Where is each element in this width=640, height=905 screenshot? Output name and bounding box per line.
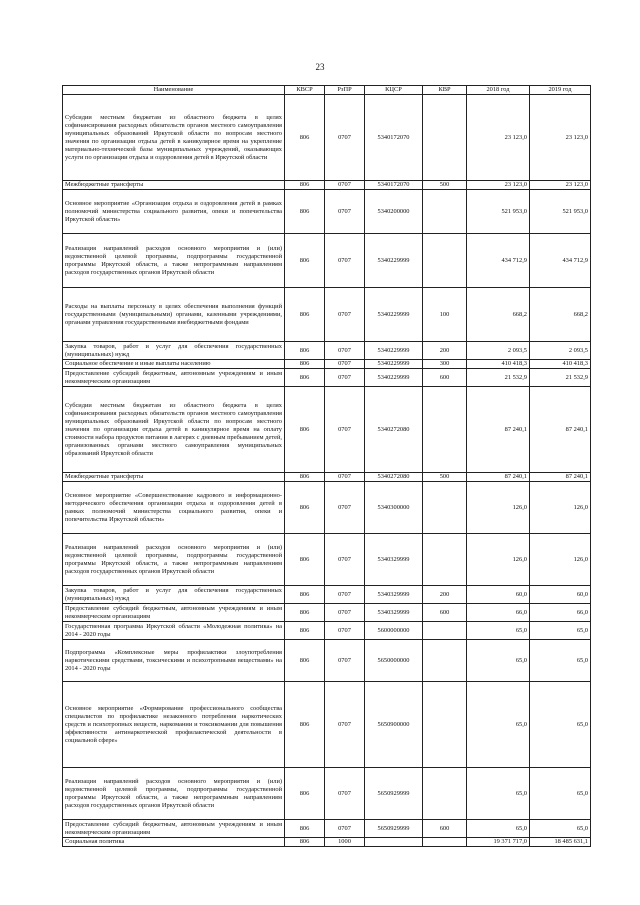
row-2019: 668,2 xyxy=(530,288,591,342)
table-row xyxy=(63,768,591,820)
row-kvsr: 806 xyxy=(285,838,325,847)
row-rzpr: 1000 xyxy=(325,838,365,847)
row-2019: 23 123,0 xyxy=(530,181,591,190)
row-kcsr: 5340229999 xyxy=(365,342,423,360)
table-row xyxy=(63,640,591,682)
table-row xyxy=(63,586,591,604)
header-rzpr: РзПР xyxy=(325,86,365,95)
row-2019: 60,0 xyxy=(530,586,591,604)
row-2019: 65,0 xyxy=(530,640,591,682)
header-name: Наименование xyxy=(63,86,285,95)
row-kcsr: 5650000000 xyxy=(365,640,423,682)
row-2018: 65,0 xyxy=(467,820,530,838)
header-2018: 2018 год xyxy=(467,86,530,95)
table-row xyxy=(63,288,591,342)
row-kvsr: 806 xyxy=(285,473,325,482)
row-kcsr: 5340329999 xyxy=(365,586,423,604)
row-kvr: 200 xyxy=(423,342,467,360)
row-kcsr: 5340229999 xyxy=(365,360,423,369)
row-rzpr: 0707 xyxy=(325,682,365,768)
row-kvr: 100 xyxy=(423,288,467,342)
row-rzpr: 0707 xyxy=(325,473,365,482)
row-kvsr: 806 xyxy=(285,190,325,234)
row-2018: 2 093,5 xyxy=(467,342,530,360)
row-kcsr: 5340272080 xyxy=(365,387,423,473)
row-rzpr: 0707 xyxy=(325,768,365,820)
row-2018: 65,0 xyxy=(467,622,530,640)
row-kcsr: 5340229999 xyxy=(365,234,423,288)
row-kvsr: 806 xyxy=(285,768,325,820)
row-2018: 126,0 xyxy=(467,482,530,534)
table-row xyxy=(63,622,591,640)
row-name: Социальное обеспечение и иные выплаты населению xyxy=(63,360,285,369)
row-kvsr: 806 xyxy=(285,682,325,768)
row-name: Основное мероприятие «Организация отдыха и оздоровления детей в рамках полномочий министерства социального развития, опеки и попечительства Иркутской области» xyxy=(63,190,285,234)
row-rzpr: 0707 xyxy=(325,604,365,622)
row-name: Социальная политика xyxy=(63,838,285,847)
row-rzpr: 0707 xyxy=(325,586,365,604)
table-row xyxy=(63,342,591,360)
row-kvr xyxy=(423,534,467,586)
row-2019: 18 485 631,1 xyxy=(530,838,591,847)
row-2019: 65,0 xyxy=(530,682,591,768)
row-2019: 521 953,0 xyxy=(530,190,591,234)
row-kvr xyxy=(423,387,467,473)
row-kvsr: 806 xyxy=(285,604,325,622)
table-header-row xyxy=(63,86,591,95)
row-kvr: 500 xyxy=(423,181,467,190)
row-2018: 21 532,9 xyxy=(467,369,530,387)
row-kvr xyxy=(423,622,467,640)
row-2019: 126,0 xyxy=(530,534,591,586)
row-kvsr: 806 xyxy=(285,387,325,473)
row-kcsr: 5340229999 xyxy=(365,288,423,342)
table-row xyxy=(63,369,591,387)
row-name: Реализация направлений расходов основного мероприятия и (или) ведомственной целевой программы, подпрограммы государственной программы Иркутской области, а также непрограммным направлениям расходов государственных органов Иркутской области xyxy=(63,768,285,820)
row-rzpr: 0707 xyxy=(325,640,365,682)
row-kvsr: 806 xyxy=(285,288,325,342)
row-2018: 87 240,1 xyxy=(467,387,530,473)
table-row xyxy=(63,360,591,369)
row-kvr: 500 xyxy=(423,473,467,482)
row-rzpr: 0707 xyxy=(325,360,365,369)
row-kvr xyxy=(423,768,467,820)
row-2019: 65,0 xyxy=(530,820,591,838)
row-2018: 65,0 xyxy=(467,682,530,768)
row-2019: 2 093,5 xyxy=(530,342,591,360)
header-kvsr: КВСР xyxy=(285,86,325,95)
row-kvr xyxy=(423,838,467,847)
row-kvr xyxy=(423,640,467,682)
row-name: Основное мероприятие «Формирование профессионального сообщества специалистов по профилактике незаконного потребления наркотических средств и психотропных веществ, наркомании и токсикомании для повышения эффективности антинаркотической профилактической деятельности в социальной сфере» xyxy=(63,682,285,768)
row-name: Закупка товаров, работ и услуг для обеспечения государственных (муниципальных) нужд xyxy=(63,342,285,360)
row-rzpr: 0707 xyxy=(325,190,365,234)
table-row xyxy=(63,682,591,768)
row-rzpr: 0707 xyxy=(325,342,365,360)
row-2019: 410 418,3 xyxy=(530,360,591,369)
row-2019: 65,0 xyxy=(530,768,591,820)
row-rzpr: 0707 xyxy=(325,622,365,640)
row-name: Субсидии местным бюджетам из областного бюджета в целях софинансирования расходных обязательств органов местного самоуправления муниципальных образований Иркутской области по вопросам местного значения по организации отдыха детей в каникулярное время на укрепление материально-технической базы муниципальных учреждений, оказывающих услуги по организации отдыха и оздоровления детей в Иркутской области xyxy=(63,95,285,181)
row-2019: 66,0 xyxy=(530,604,591,622)
row-2018: 23 123,0 xyxy=(467,181,530,190)
table-row xyxy=(63,181,591,190)
row-2018: 668,2 xyxy=(467,288,530,342)
row-rzpr: 0707 xyxy=(325,369,365,387)
row-name: Государственная программа Иркутской области «Молодежная политика» на 2014 - 2020 годы xyxy=(63,622,285,640)
row-rzpr: 0707 xyxy=(325,820,365,838)
table-row xyxy=(63,190,591,234)
row-2018: 19 371 717,0 xyxy=(467,838,530,847)
row-kvr: 600 xyxy=(423,369,467,387)
row-2018: 60,0 xyxy=(467,586,530,604)
row-kvsr: 806 xyxy=(285,586,325,604)
row-rzpr: 0707 xyxy=(325,482,365,534)
row-kcsr: 5340329999 xyxy=(365,604,423,622)
table-row xyxy=(63,95,591,181)
page-number: 23 xyxy=(315,62,325,72)
row-kvr xyxy=(423,234,467,288)
row-name: Подпрограмма «Комплексные меры профилактики злоупотребления наркотическими средствами, токсическими и психотропными веществами» на 2014 - 2020 годы xyxy=(63,640,285,682)
row-rzpr: 0707 xyxy=(325,534,365,586)
table-row xyxy=(63,234,591,288)
row-kcsr: 5340172070 xyxy=(365,95,423,181)
row-2018: 66,0 xyxy=(467,604,530,622)
table-row xyxy=(63,473,591,482)
row-name: Закупка товаров, работ и услуг для обеспечения государственных (муниципальных) нужд xyxy=(63,586,285,604)
row-kvsr: 806 xyxy=(285,342,325,360)
table-row xyxy=(63,387,591,473)
row-kcsr: 5650900000 xyxy=(365,682,423,768)
header-kvr: КВР xyxy=(423,86,467,95)
row-kvr xyxy=(423,482,467,534)
row-name: Межбюджетные трансферты xyxy=(63,473,285,482)
row-2018: 126,0 xyxy=(467,534,530,586)
row-name: Расходы на выплаты персоналу в целях обеспечения выполнения функций государственными (муниципальными) органами, казенными учреждениями, органами управления государственными внебюджетными фондами xyxy=(63,288,285,342)
row-kvsr: 806 xyxy=(285,95,325,181)
row-2019: 87 240,1 xyxy=(530,387,591,473)
row-name: Предоставление субсидий бюджетным, автономным учреждениям и иным некоммерческим организациям xyxy=(63,369,285,387)
row-2018: 23 123,0 xyxy=(467,95,530,181)
row-2018: 87 240,1 xyxy=(467,473,530,482)
table-body xyxy=(63,95,591,847)
row-2018: 521 953,0 xyxy=(467,190,530,234)
row-kvsr: 806 xyxy=(285,640,325,682)
row-kvr xyxy=(423,682,467,768)
row-rzpr: 0707 xyxy=(325,234,365,288)
row-2019: 21 532,9 xyxy=(530,369,591,387)
row-kvr: 200 xyxy=(423,586,467,604)
row-kcsr: 5340200000 xyxy=(365,190,423,234)
header-2019: 2019 год xyxy=(530,86,591,95)
row-kcsr: 5340229999 xyxy=(365,369,423,387)
row-name: Предоставление субсидий бюджетным, автономным учреждениям и иным некоммерческим организациям xyxy=(63,820,285,838)
row-rzpr: 0707 xyxy=(325,181,365,190)
row-kcsr: 5340329999 xyxy=(365,534,423,586)
row-kvsr: 806 xyxy=(285,360,325,369)
row-2019: 126,0 xyxy=(530,482,591,534)
row-2019: 87 240,1 xyxy=(530,473,591,482)
row-kvr: 600 xyxy=(423,820,467,838)
row-rzpr: 0707 xyxy=(325,387,365,473)
row-name: Основное мероприятие «Совершенствование кадрового и информационно-методического обеспечения организации отдыха и оздоровления детей в рамках полномочий министерства социального развития, опеки и попечительства Иркутской области» xyxy=(63,482,285,534)
row-2019: 434 712,9 xyxy=(530,234,591,288)
budget-table xyxy=(62,85,591,847)
table-row xyxy=(63,820,591,838)
row-2018: 65,0 xyxy=(467,640,530,682)
row-kvsr: 806 xyxy=(285,234,325,288)
row-kvsr: 806 xyxy=(285,820,325,838)
row-name: Субсидии местным бюджетам из областного бюджета в целях софинансирования расходных обязательств органов местного самоуправления муниципальных образований Иркутской области по вопросам местного значения по организации отдыха детей в каникулярное время на оплату стоимости набора продуктов питания в лагерях с дневным пребыванием детей, организованных органами местного самоуправления муниципальных образований Иркутской области xyxy=(63,387,285,473)
table-row xyxy=(63,838,591,847)
row-kcsr: 5340172070 xyxy=(365,181,423,190)
row-name: Межбюджетные трансферты xyxy=(63,181,285,190)
row-name: Предоставление субсидий бюджетным, автономным учреждениям и иным некоммерческим организациям xyxy=(63,604,285,622)
row-kvr: 600 xyxy=(423,604,467,622)
row-kvr: 300 xyxy=(423,360,467,369)
table-row xyxy=(63,534,591,586)
row-kvsr: 806 xyxy=(285,369,325,387)
row-kcsr: 5340300000 xyxy=(365,482,423,534)
row-rzpr: 0707 xyxy=(325,95,365,181)
row-kvsr: 806 xyxy=(285,534,325,586)
row-name: Реализация направлений расходов основного мероприятия и (или) ведомственной целевой программы, подпрограммы государственной программы Иркутской области, а также непрограммным направлениям расходов государственных органов Иркутской области xyxy=(63,534,285,586)
row-kcsr: 5340272080 xyxy=(365,473,423,482)
row-rzpr: 0707 xyxy=(325,288,365,342)
table-row xyxy=(63,604,591,622)
row-name: Реализация направлений расходов основного мероприятия и (или) ведомственной целевой программы, подпрограммы государственной программы Иркутской области, а также непрограммным направлениям расходов государственных органов Иркутской области xyxy=(63,234,285,288)
row-kvr xyxy=(423,95,467,181)
row-kcsr: 5600000000 xyxy=(365,622,423,640)
row-2018: 65,0 xyxy=(467,768,530,820)
row-kvr xyxy=(423,190,467,234)
header-kcsr: КЦСР xyxy=(365,86,423,95)
row-kvsr: 806 xyxy=(285,482,325,534)
table-row xyxy=(63,482,591,534)
row-2018: 410 418,3 xyxy=(467,360,530,369)
row-kvsr: 806 xyxy=(285,181,325,190)
row-kcsr: 5650929999 xyxy=(365,820,423,838)
row-2019: 23 123,0 xyxy=(530,95,591,181)
row-2018: 434 712,9 xyxy=(467,234,530,288)
row-kcsr xyxy=(365,838,423,847)
row-kcsr: 5650929999 xyxy=(365,768,423,820)
row-kvsr: 806 xyxy=(285,622,325,640)
row-2019: 65,0 xyxy=(530,622,591,640)
